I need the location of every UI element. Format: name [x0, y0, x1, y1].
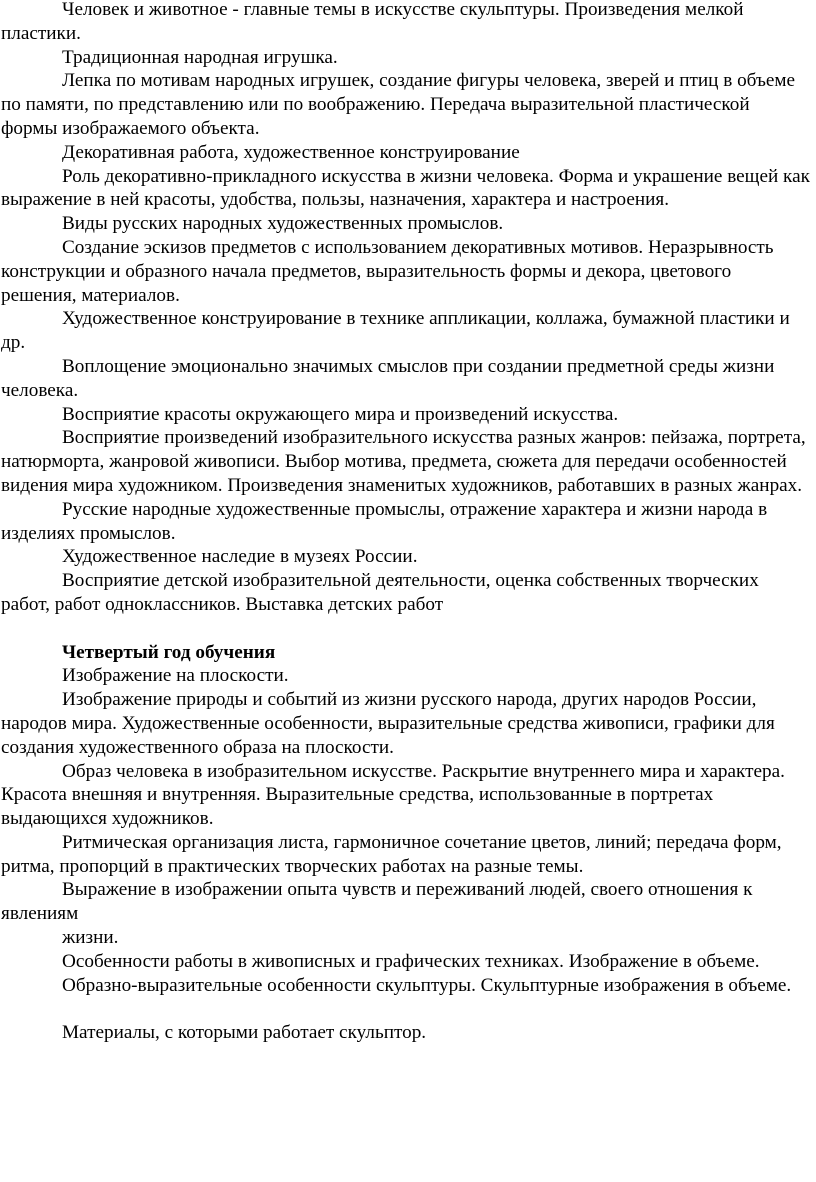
paragraph: Виды русских народных художественных промыслов.	[62, 213, 504, 235]
paragraph: Художественное наследие в музеях России.	[62, 546, 418, 568]
paragraph: Восприятие произведений изобразительного искусства разных жанров: пейзажа, портрета, натюрморта, жанровой живописи. Выбор мотива, предмета, сюжета для передачи особенностей видения мира художником. Произведения знаменитых художников, работавших в разных жанрах.	[1, 427, 806, 496]
paragraph-continuation: жизни.	[62, 927, 119, 949]
paragraph: Образно-выразительные особенности скульптуры. Скульптурные изображения в объеме.	[62, 974, 792, 996]
paragraph: Декоративная работа, художественное конструирование	[62, 141, 520, 163]
paragraph: Восприятие красоты окружающего мира и произведений искусства.	[62, 403, 619, 425]
paragraph: Русские народные художественные промыслы, отражение характера и жизни народа в изделиях промыслов.	[1, 498, 768, 544]
paragraph: Изображение природы и событий из жизни русского народа, других народов России, народов мира. Художественные особенности, выразительные средства живописи, графики для создания художественного образа на плоскости.	[1, 689, 775, 758]
paragraph: Создание эскизов предметов с использованием декоративных мотивов. Неразрывность конструкции и образного начала предметов, выразительность формы и декора, цветового решения, материалов.	[1, 236, 774, 306]
paragraph: Материалы, с которыми работает скульптор.	[62, 1022, 427, 1044]
paragraph: Традиционная народная игрушка.	[62, 46, 338, 68]
paragraph: Роль декоративно-прикладного искусства в жизни человека. Форма и украшение вещей как выражение в ней красоты, удобства, пользы, назначения, характера и настроения.	[1, 165, 810, 211]
section-heading: Четвертый год обучения	[62, 641, 276, 663]
paragraph: Воплощение эмоционально значимых смыслов при создании предметной среды жизни человека.	[1, 355, 775, 401]
paragraph: Изображение на плоскости.	[62, 665, 289, 687]
paragraph: Лепка по мотивам народных игрушек, создание фигуры человека, зверей и птиц в объеме по памяти, по представлению или по воображению. Передача выразительной пластической формы изображаемого объекта.	[1, 70, 796, 139]
paragraph: Человек и животное - главные темы в искусстве скульптуры. Произведения мелкой пластики.	[1, 0, 744, 44]
paragraph: Ритмическая организация листа, гармоничное сочетание цветов, линий; передача форм, ритма, пропорций в практических творческих работах на разные темы.	[1, 831, 782, 877]
paragraph: Художественное конструирование в технике аппликации, коллажа, бумажной пластики и др.	[1, 308, 790, 354]
paragraph: Особенности работы в живописных и графических техниках. Изображение в объеме.	[62, 950, 760, 972]
paragraph: Выражение в изображении опыта чувств и переживаний людей, своего отношения к явлениям	[1, 879, 753, 925]
paragraph: Образ человека в изобразительном искусстве. Раскрытие внутреннего мира и характера. Красота внешняя и внутренняя. Выразительные средства, использованные в портретах выдающихся художников.	[1, 760, 785, 830]
paragraph: Восприятие детской изобразительной деятельности, оценка собственных творческих работ, работ одноклассников. Выставка детских работ	[1, 570, 759, 615]
